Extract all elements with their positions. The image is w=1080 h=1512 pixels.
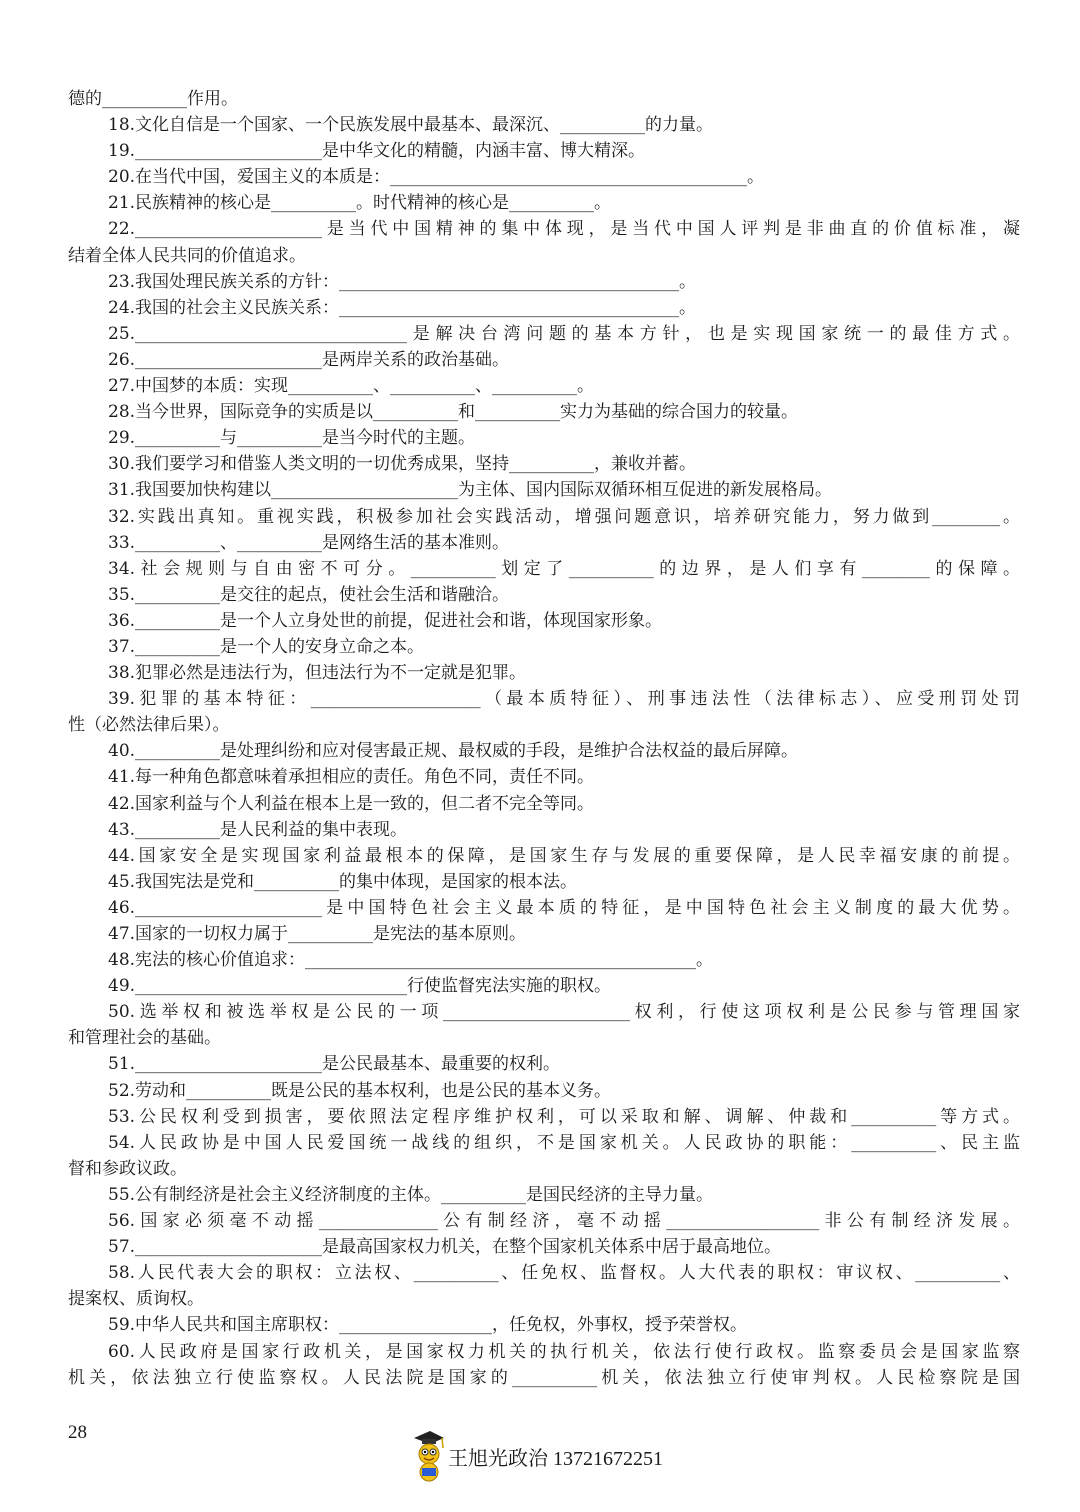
text-line: 30.我们要学习和借鉴人类文明的一切优秀成果，坚持__________，兼收并蓄。 — [108, 454, 697, 475]
text-line: 机关，依法独立行使监察权。人民法院是国家的__________机关，依法独立行使审判权。人民检察院是国 — [68, 1367, 1020, 1388]
text-line: 57.______________________是最高国家权力机关，在整个国家机关体系中居于最高地位。 — [108, 1237, 782, 1258]
text-line: 47.国家的一切权力属于__________是宪法的基本原则。 — [108, 924, 527, 944]
text-line: 50.选举权和被选举权是公民的一项______________________权利，行使这项权利是公民参与管理国家 — [108, 1002, 1020, 1023]
text-line: 22.______________________是当代中国精神的集中体现，是当代中国人评判是非曲直的价值标准，凝 — [108, 219, 1020, 240]
text-line: 53.公民权利受到损害，要依照法定程序维护权利，可以采取和解、调解、仲裁和__________等方式。 — [108, 1106, 1020, 1127]
text-line: 40.__________是处理纠纷和应对侵害最正规、最权威的手段，是维护合法权益的最后屏障。 — [108, 741, 799, 762]
text-line: 39.犯罪的基本特征：____________________（最本质特征）、刑事违法性（法律标志）、应受刑罚处罚 — [108, 689, 1020, 710]
text-line: 32.实践出真知。重视实践，积极参加社会实践活动，增强问题意识，培养研究能力，努力做到________。 — [108, 506, 1020, 527]
text-line: 33.__________、__________是网络生活的基本准则。 — [108, 532, 510, 553]
text-line: 60.人民政府是国家行政机关，是国家权力机关的执行机关，依法行使行政权。监察委员会是国家监察 — [108, 1341, 1020, 1362]
text-line: 54.人民政协是中国人民爱国统一战线的组织，不是国家机关。人民政协的职能：__________、民主监 — [108, 1132, 1020, 1153]
text-line: 和管理社会的基础。 — [68, 1028, 221, 1049]
text-line: 34.社会规则与自由密不可分。__________划定了__________的边界，是人们享有________的保障。 — [108, 558, 1020, 579]
text-line: 45.我国宪法是党和__________的集中体现，是国家的根本法。 — [108, 871, 578, 892]
text-line: 36.__________是一个人立身处世的前提，促进社会和谐，体现国家形象。 — [108, 610, 663, 631]
text-line: 51.______________________是公民最基本、最重要的权利。 — [108, 1054, 561, 1075]
page-number: 28 — [68, 1422, 87, 1443]
text-line: 性（必然法律后果）。 — [68, 715, 230, 736]
text-line: 46.______________________是中国特色社会主义最本质的特征，是中国特色社会主义制度的最大优势。 — [108, 897, 1020, 918]
text-line: 23.我国处理民族关系的方针：________________________________________。 — [108, 271, 697, 292]
footer — [400, 1428, 720, 1488]
text-line: 55.公有制经济是社会主义经济制度的主体。__________是国民经济的主导力量。 — [108, 1184, 714, 1205]
text-line: 19.______________________是中华文化的精髓，内涵丰富、博大精深。 — [108, 141, 646, 162]
text-line: 48.宪法的核心价值追求：______________________________________________。 — [108, 950, 714, 971]
text-line: 31.我国要加快构建以______________________为主体、国内国际双循环相互促进的新发展格局。 — [108, 480, 833, 501]
text-line: 43.__________是人民利益的集中表现。 — [108, 819, 408, 840]
text-line: 25.________________________________是解决台湾问题的基本方针，也是实现国家统一的最佳方式。 — [108, 323, 1020, 344]
text-line: 42.国家利益与个人利益在根本上是一致的，但二者不完全等同。 — [108, 793, 595, 814]
footer-contact: 王旭光政治 13721672251 — [448, 1448, 663, 1470]
text-line: 38.犯罪必然是违法行为，但违法行为不一定就是犯罪。 — [108, 663, 527, 684]
text-line: 56.国家必须毫不动摇______________公有制经济，毫不动摇__________________非公有制经济发展。 — [108, 1211, 1020, 1232]
text-line: 41.每一种角色都意味着承担相应的责任。角色不同，责任不同。 — [108, 767, 595, 788]
text-line: 44.国家安全是实现国家利益最根本的保障，是国家生存与发展的重要保障，是人民幸福安康的前提。 — [108, 845, 1020, 866]
text-line: 58.人民代表大会的职权：立法权、__________、任免权、监督权。人大代表的职权：审议权、__________、 — [108, 1263, 1020, 1284]
text-line: 37.__________是一个人的安身立命之本。 — [108, 636, 425, 657]
text-line: 35.__________是交往的起点，使社会生活和谐融洽。 — [108, 584, 510, 605]
text-line: 18.文化自信是一个国家、一个民族发展中最基本、最深沉、__________的力量。 — [108, 115, 714, 136]
text-line: 59.中华人民共和国主席职权：__________________，任免权，外事权，授予荣誉权。 — [108, 1315, 748, 1336]
text-line: 29.__________与__________是当今时代的主题。 — [108, 428, 476, 449]
text-line: 49.________________________________行使监督宪法实施的职权。 — [108, 976, 612, 997]
question-list — [68, 86, 1020, 1391]
text-line: 52.劳动和__________既是公民的基本权利，也是公民的基本义务。 — [108, 1080, 612, 1101]
text-line: 24.我国的社会主义民族关系：________________________________________。 — [108, 297, 697, 318]
text-line: 20.在当代中国，爱国主义的本质是：__________________________________________。 — [108, 167, 765, 188]
graduate-cartoon-icon — [410, 1428, 446, 1484]
text-line: 结着全体人民共同的价值追求。 — [68, 245, 306, 266]
text-line: 德的__________作用。 — [68, 89, 238, 109]
text-line: 26.______________________是两岸关系的政治基础。 — [108, 349, 510, 370]
text-line: 21.民族精神的核心是__________。时代精神的核心是__________。 — [108, 193, 612, 214]
text-line: 督和参政议政。 — [68, 1158, 187, 1179]
text-line: 提案权、质询权。 — [68, 1289, 204, 1310]
text-line: 27.中国梦的本质：实现__________、__________、__________。 — [108, 376, 595, 397]
text-line: 28.当今世界，国际竞争的实质是以__________和__________实力为基础的综合国力的较量。 — [108, 402, 799, 423]
